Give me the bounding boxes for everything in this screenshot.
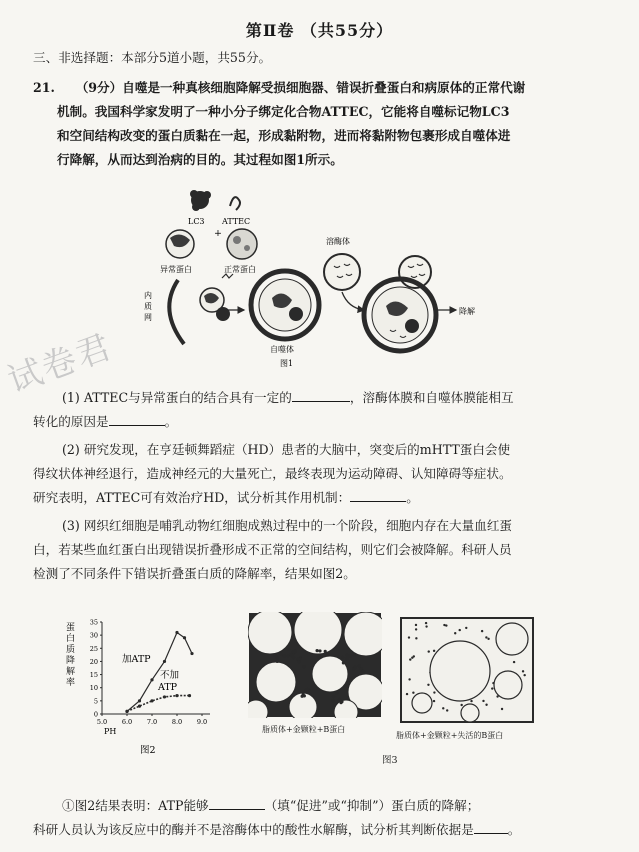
figure-3-left-label: 脂质体+金颗粒+B蛋白 [262, 725, 346, 734]
figure-2-caption: 图2 [140, 745, 156, 756]
q1-line-2 [33, 414, 177, 430]
y-label-char: 蛋 [66, 623, 76, 633]
y-tick-label: 35 [89, 618, 98, 627]
q3-sub-text-b: （填“促进”或“抑制”）蛋白质的降解； [264, 798, 480, 813]
figure-3-right-panel [400, 617, 534, 723]
x-tick-label: 6.0 [121, 718, 133, 726]
y-tick-label: 5 [93, 697, 98, 706]
x-ticks [97, 714, 207, 726]
figure-1-caption: 图1 [280, 359, 294, 368]
data-point [150, 678, 153, 681]
er-label-3: 网 [144, 313, 152, 322]
attec-shape [230, 197, 240, 210]
figure-2-chart [62, 610, 222, 760]
y-tick-label: 30 [89, 631, 98, 640]
q3-line-1: (3) 网织红细胞是哺乳动物红细胞成熟过程中的一个阶段，细胞内存在大量血红蛋 [62, 518, 513, 533]
q1-text-d: 。 [164, 414, 178, 429]
series-label-no-atp: 不加 ATP [158, 670, 180, 693]
data-point [163, 695, 166, 698]
q21-number: 21. [33, 80, 55, 95]
q3-sub-text-d: 。 [507, 822, 521, 837]
series-label-atp: 加ATP [122, 654, 151, 665]
q2-blank[interactable] [350, 490, 406, 502]
er-label-1: 内 [144, 291, 152, 300]
arrow-2 [342, 292, 364, 310]
y-tick-label: 20 [89, 657, 98, 666]
q3-sub-blank-2[interactable] [474, 822, 508, 834]
no-bind-mark [222, 274, 233, 278]
section-heading: 三、非选择题：本部分5道小题，共55分。 [33, 50, 272, 65]
y-label-char: 率 [66, 678, 76, 688]
q3-sub-line-2 [33, 822, 520, 838]
q1-text-a: (1) ATTEC与异常蛋白的结合具有一定的 [62, 390, 292, 405]
er-membrane [169, 280, 184, 344]
x-tick-label: 9.0 [196, 718, 208, 726]
q3-line-3: 检测了不同条件下错误折叠蛋白质的降解率，结果如图2。 [33, 566, 356, 581]
data-point [163, 660, 166, 663]
q3-sub-line-1 [62, 798, 479, 814]
q1-blank-1[interactable] [292, 390, 350, 402]
data-point [183, 636, 186, 639]
y-tick-label: 25 [89, 644, 98, 653]
figure-3-caption: 图3 [382, 755, 398, 766]
data-point [138, 699, 141, 702]
q1-line-1 [62, 390, 514, 406]
q2-line-3 [33, 490, 419, 506]
autophagosome [251, 271, 319, 339]
lc3-blob [190, 190, 211, 211]
q21-intro-2: 机制。我国科学家发明了一种小分子绑定化合物ATTEC，它能将自噬标记物LC3 [57, 104, 510, 119]
y-label-char: 解 [66, 667, 76, 677]
q21-line-1 [33, 80, 525, 96]
figure-1 [130, 180, 490, 375]
plus-sign: + [214, 228, 222, 239]
y-axis-label [66, 622, 75, 688]
lc3-label: LC3 [188, 217, 205, 226]
data-point [125, 710, 128, 713]
data-point [175, 694, 178, 697]
q3-sub-text-c: 科研人员认为该反应中的酶并不是溶酶体中的酸性水解酶，试分析其判断依据是 [33, 822, 474, 837]
autolysosome [364, 279, 436, 351]
q2-line-2: 得纹状体神经退行，造成神经元的大量死亡，最终表现为运动障碍、认知障碍等症状。 [33, 466, 512, 481]
data-point [138, 705, 141, 708]
figure-3-left-panel [248, 612, 382, 718]
q21-score: （9分） [75, 80, 123, 95]
data-point [175, 631, 178, 634]
lysosome [324, 254, 360, 290]
q21-intro-1: 自噬是一种真核细胞降解受损细胞器、错误折叠蛋白和病原体的正常代谢 [122, 80, 526, 95]
x-tick-label: 8.0 [171, 718, 183, 726]
data-point [150, 699, 153, 702]
normal-protein-shape [227, 229, 257, 259]
section-title: 第Ⅱ卷 （共55分） [245, 21, 394, 40]
q3-line-2: 白，若某些血红蛋白出现错误折叠形成不正常的空间结构，则它们会被降解。科研人员 [33, 542, 512, 557]
data-point [190, 652, 193, 655]
y-tick-label: 0 [93, 710, 98, 719]
autophagosome-label: 自噬体 [270, 345, 294, 354]
lc3-attec-complex [200, 288, 230, 321]
data-point [188, 694, 191, 697]
q1-text-c: 转化的原因是 [33, 414, 109, 429]
q1-blank-2[interactable] [109, 414, 165, 426]
y-label-char: 质 [66, 645, 76, 655]
y-ticks [90, 619, 102, 719]
abnormal-protein-label: 异常蛋白 [160, 265, 192, 274]
figure-3-right-label: 脂质体+金颗粒+失活的B蛋白 [396, 731, 504, 740]
normal-protein-label: 正常蛋白 [224, 265, 256, 274]
q2-line-1: (2) 研究发现，在亨廷顿舞蹈症（HD）患者的大脑中，突变后的mHTT蛋白会使 [62, 442, 511, 457]
attec-label: ATTEC [222, 217, 251, 226]
x-tick-label: 7.0 [146, 718, 158, 726]
y-label-char: 白 [66, 634, 76, 644]
q1-text-b: ，溶酶体膜和自噬体膜能相互 [349, 390, 514, 405]
x-tick-label: 5.0 [96, 718, 108, 726]
x-axis-label: PH [104, 727, 117, 736]
lysosome-label: 溶酶体 [326, 237, 350, 246]
degrade-label: 降解 [459, 307, 475, 316]
y-label-char: 降 [66, 656, 76, 666]
q2-text-b: 。 [406, 490, 419, 505]
watermark: 试卷君 [2, 326, 118, 402]
abnormal-protein-shape [166, 230, 194, 258]
q3-sub-blank-1[interactable] [209, 798, 265, 810]
q2-text-a: 研究表明，ATTEC可有效治疗HD，试分析其作用机制： [33, 490, 351, 505]
y-tick-label: 15 [89, 671, 98, 680]
q3-sub-text-a: ①图2结果表明：ATP能够 [62, 798, 209, 813]
q21-intro-3: 和空间结构改变的蛋白质黏在一起，形成黏附物，进而将黏附物包裹形成自噬体进 [57, 128, 511, 143]
er-label-2: 质 [144, 302, 152, 311]
y-tick-label: 10 [89, 684, 98, 693]
q21-intro-4: 行降解，从而达到治病的目的。其过程如图1所示。 [57, 152, 343, 167]
